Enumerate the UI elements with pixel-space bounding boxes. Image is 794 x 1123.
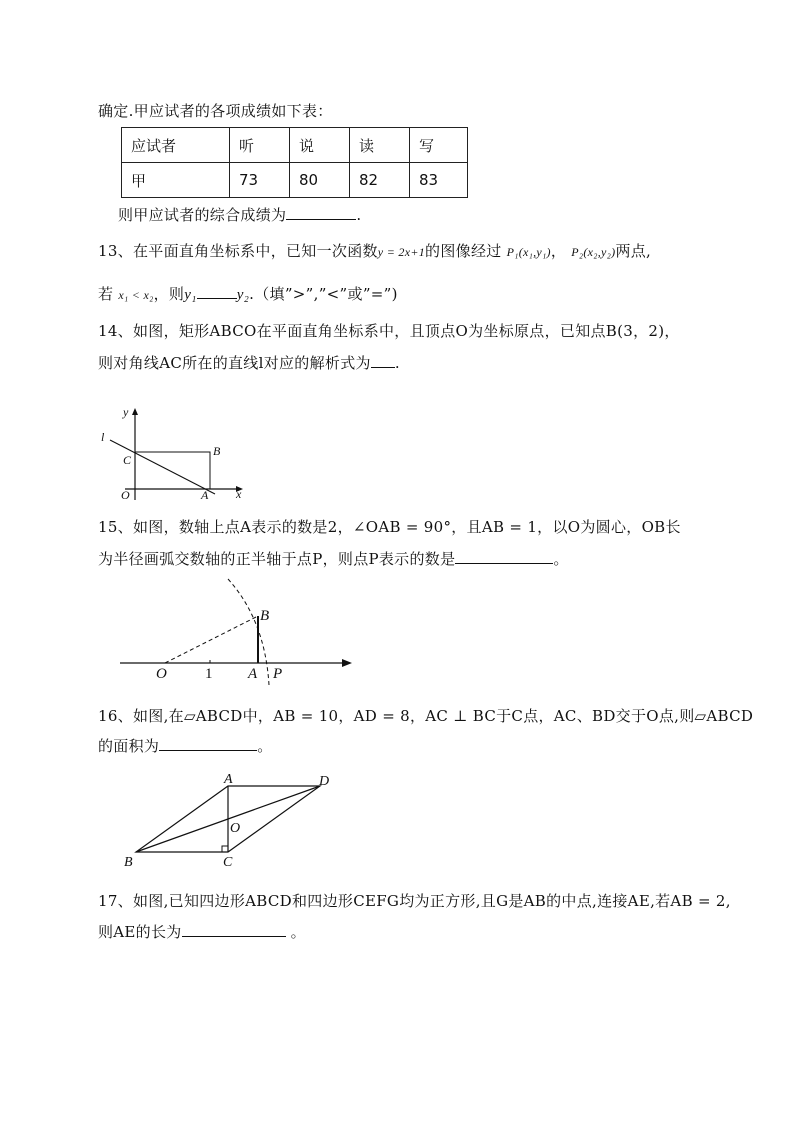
question-17-line-1: 17、如图,已知四边形ABCD和四边形CEFG均为正方形,且G是AB的中点,连接AE,若AB = 2, [98, 892, 731, 910]
a-label: A [248, 666, 258, 682]
q17-line2-end: 。 [285, 923, 306, 941]
l-label: l [101, 430, 105, 444]
y-axis-arrow [132, 408, 138, 415]
q13-y1: y₁ [184, 287, 197, 303]
table-cell: 80 [290, 163, 350, 198]
a-label: A [201, 488, 209, 502]
q13-line2-end: .（填”>”,”<”或”=”) [249, 285, 398, 303]
o-label: O [230, 821, 241, 836]
table-header-cell: 读 [350, 128, 410, 163]
table-header-cell: 听 [230, 128, 290, 163]
answer-blank [159, 736, 257, 751]
q17-line2-text: 则AE的长为 [98, 923, 182, 941]
one-label: 1 [205, 666, 213, 682]
p-label: P [273, 666, 283, 682]
question-16-line-1: 16、如图,在▱ABCD中，AB = 10，AD = 8，AC ⊥ BC于C点，AC、BD交于O点,则▱ABCD [98, 707, 754, 725]
table-cell: 82 [350, 163, 410, 198]
q16-line2-end: 。 [257, 737, 273, 755]
answer-blank [182, 922, 286, 937]
table-cell: 甲 [122, 163, 230, 198]
table-cell: 73 [230, 163, 290, 198]
table-row [122, 163, 468, 198]
q13-line2-lead: 若 [98, 285, 114, 303]
score-table [121, 127, 468, 198]
q16-figure [118, 770, 343, 870]
question-13-line-1 [98, 240, 651, 261]
q15-line2-end: 。 [553, 550, 569, 568]
question-12-intro: 确定.甲应试者的各项成绩如下表： [98, 102, 333, 120]
b-label: B [213, 444, 221, 458]
b-label: B [124, 855, 133, 870]
o-label: O [156, 666, 167, 682]
q13-function: y = 2x+1 [377, 245, 426, 259]
d-label: D [319, 774, 330, 789]
q14-figure [95, 400, 260, 505]
question-15-line-2 [98, 548, 569, 569]
y-label: y [123, 405, 129, 419]
segment-ob [165, 616, 258, 663]
o-label: O [121, 488, 130, 502]
q13-point-p2: P₂(x₂,y₂) [571, 245, 616, 259]
q15-line2-text: 为半径画弧交数轴的正半轴于点P，则点P表示的数是 [98, 550, 456, 568]
answer-blank [197, 284, 237, 299]
answer-blank [286, 205, 356, 220]
a-label: A [224, 772, 233, 787]
number-line-arrow [342, 659, 352, 667]
question-15-line-1: 15、如图，数轴上点A表示的数是2，∠OAB = 90°，且AB = 1，以O为圆心，OB长 [98, 518, 681, 536]
q16-line2-text: 的面积为 [98, 737, 160, 755]
q13-comma: ， [550, 242, 567, 260]
answer-blank [371, 353, 395, 368]
q13-condition: x₁ < x₂ [118, 288, 154, 302]
q14-line2-end: . [394, 354, 400, 372]
table-cell: 83 [410, 163, 468, 198]
q15-figure [115, 575, 360, 685]
b-label: B [260, 608, 270, 624]
answer-blank [455, 549, 553, 564]
table-header-row [122, 128, 468, 163]
line-l [110, 440, 215, 494]
question-14-line-2 [98, 352, 400, 373]
question-12-answer-line: 则甲应试者的综合成绩为 . [118, 206, 362, 224]
q13-end: 两点, [615, 242, 652, 260]
question-13-line-2 [98, 283, 398, 304]
q13-point-p1: P₁(x₁,y₁) [506, 245, 551, 259]
question-17-line-2 [98, 921, 306, 942]
table-header-cell: 写 [410, 128, 468, 163]
c-label: C [223, 855, 233, 870]
right-angle-mark [222, 846, 228, 852]
q13-y2: y₂ [236, 287, 250, 303]
question-14-line-1: 14、如图，矩形ABCO在平面直角坐标系中，且顶点O为坐标原点，已知点B(3，2)， [98, 322, 680, 340]
table-header-cell: 应试者 [122, 128, 230, 163]
q13-lead: 13、在平面直角坐标系中，已知一次函数 [98, 242, 378, 260]
q14-line2-text: 则对角线AC所在的直线l对应的解析式为 [98, 354, 371, 372]
rectangle-abco [135, 452, 210, 489]
table-header-cell: 说 [290, 128, 350, 163]
c-label: C [123, 453, 132, 467]
question-12-text: 则甲应试者的综合成绩为 [118, 206, 287, 224]
q13-line2-mid: ，则 [153, 285, 185, 303]
x-label: x [236, 487, 242, 501]
q13-mid: 的图像经过 [425, 242, 502, 260]
question-16-line-2 [98, 735, 273, 756]
